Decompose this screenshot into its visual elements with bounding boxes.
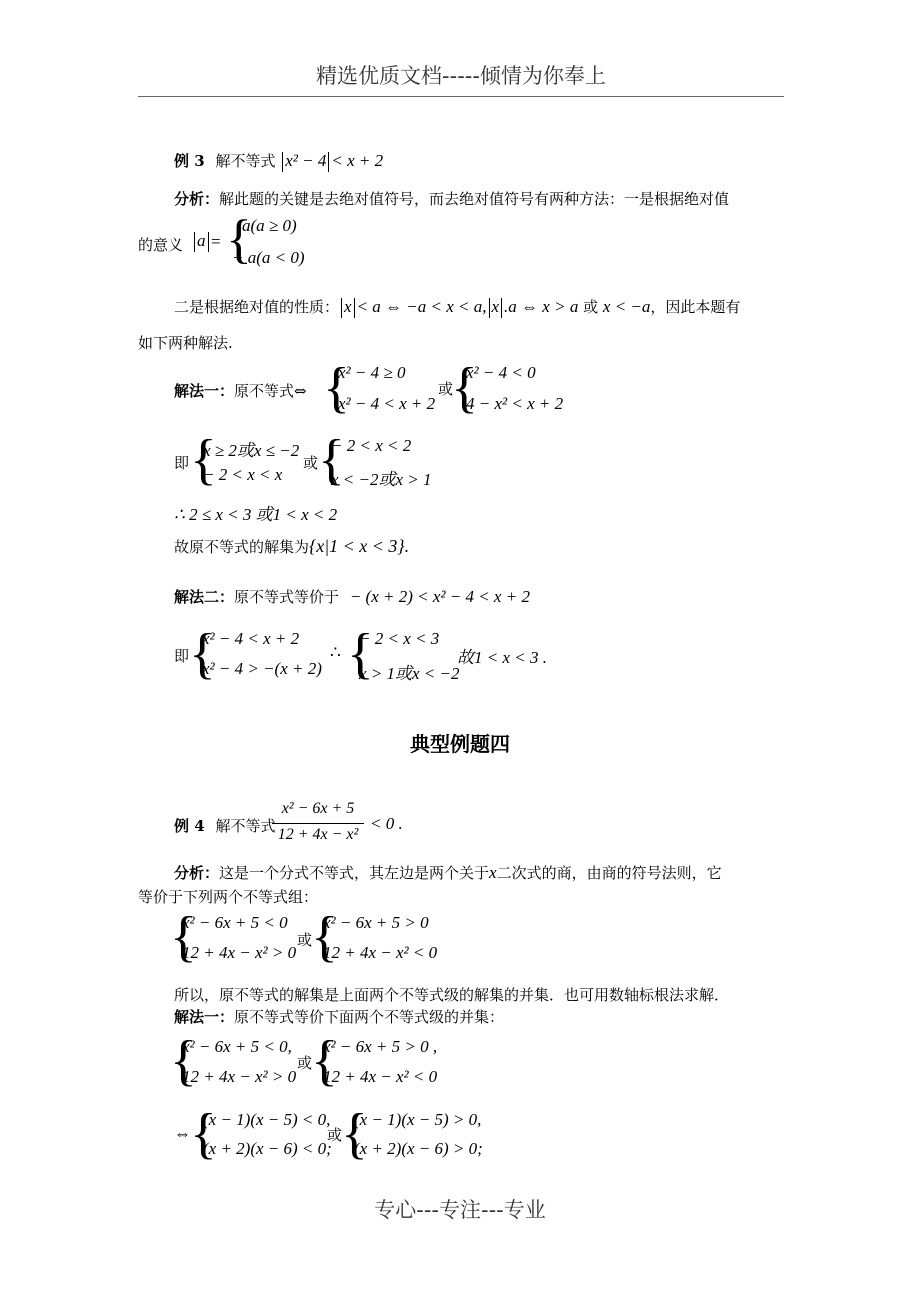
sysE-l2: (x + 2)(x − 6) < 0;	[203, 1139, 332, 1158]
sysB-l2: 12 + 4x − x² < 0	[323, 943, 438, 962]
method2-text: 原不等式等价于	[234, 588, 340, 606]
example4-line	[174, 815, 275, 836]
abs-bar-right	[328, 152, 329, 172]
m1b-sys2-l1: − 2 < x < 2	[331, 436, 412, 455]
meaning-case2: − a(a < 0)	[232, 248, 305, 267]
solution-set-text: 故原不等式的解集为	[174, 538, 310, 556]
m1-sys2-l2: 4 − x² < x + 2	[466, 394, 564, 413]
sysC-brace: {	[170, 1030, 197, 1092]
sysF-l2: (x + 2)(x − 6) > 0;	[354, 1139, 483, 1158]
sysA-l2: 12 + 4x − x² > 0	[182, 943, 297, 962]
m2-sys2-l1: − 2 < x < 3	[359, 629, 440, 648]
two-methods: 如下两种解法.	[138, 334, 233, 352]
m2-sys1-l2: x² − 4 > −(x + 2)	[202, 659, 322, 678]
property-or: 或	[583, 298, 599, 316]
sysF-brace: {	[341, 1103, 368, 1165]
frac-bar	[272, 823, 364, 824]
sysF-l1: (x − 1)(x − 5) > 0,	[354, 1110, 482, 1129]
example3-prompt: 解不等式	[215, 152, 276, 170]
section-title: 典型例题四	[410, 732, 510, 756]
ji-1: 即	[174, 454, 190, 472]
analysis-label: 分析：	[174, 190, 220, 208]
method2-math: − (x + 2) < x² − 4 < x + 2	[349, 587, 530, 606]
m1-sys1-l2: x² − 4 < x + 2	[338, 394, 436, 413]
sysC-l2: 12 + 4x − x² > 0	[182, 1067, 297, 1086]
m1b-or: 或	[303, 454, 319, 472]
meaning-abs-a: a	[192, 231, 211, 252]
meaning-eq: =	[211, 232, 221, 251]
equiv: ⇔	[174, 1124, 191, 1143]
meaning-brace: {	[226, 209, 252, 269]
property-end: ，因此本题有	[650, 298, 741, 316]
meaning-prefix: 的意义	[138, 236, 184, 254]
sysE-brace: {	[190, 1103, 217, 1165]
m1b-brace1: {	[190, 429, 217, 491]
property-text: 二是根据绝对值的性质：	[174, 298, 340, 316]
method2-label: 解法二：	[174, 588, 235, 606]
sysD-l1: x² − 6x + 5 > 0 ,	[323, 1037, 438, 1056]
frac-denominator: 12 + 4x − x²	[277, 826, 359, 843]
m2-conclusion: 故1 < x < 3 .	[457, 648, 547, 667]
or-2: 或	[297, 1054, 313, 1072]
property-math2: .a ⇔ x > a	[504, 297, 579, 316]
ex4-method1-line	[174, 1006, 504, 1027]
ex4-method1-label: 解法一：	[174, 1008, 235, 1026]
so-text: 所以，原不等式的解集是上面两个不等式级的解集的并集．也可用数轴标根法求解．	[174, 986, 730, 1004]
abs-bar-left	[282, 152, 283, 172]
example4-label: 例 4	[174, 817, 205, 835]
or-1: 或	[297, 931, 313, 949]
page-footer: 专心---专注---专业	[374, 1198, 546, 1222]
m1b-brace2: {	[318, 429, 345, 491]
m1-brace1: {	[323, 357, 350, 419]
m2-ji: 即	[174, 647, 190, 665]
m1b-sys1-l1: x ≥ 2或x ≤ −2	[203, 441, 300, 460]
sysA-l1: x² − 6x + 5 < 0	[182, 913, 288, 932]
ex4-analysis-text1: 这是一个分式不等式，其左边是两个关于	[219, 864, 490, 882]
ex4-analysis-label: 分析：	[174, 864, 220, 882]
ex4-analysis-text3: 等价于下列两个不等式组：	[138, 888, 319, 906]
m1-brace2: {	[451, 357, 478, 419]
example3-label: 例 3	[174, 152, 205, 170]
frac-rhs: < 0 .	[370, 814, 403, 833]
solution-set: {x|1 < x < 3}.	[309, 536, 410, 556]
sysD-l2: 12 + 4x − x² < 0	[323, 1067, 438, 1086]
m1-sys2-l1: x² − 4 < 0	[466, 363, 536, 382]
method2-line	[174, 586, 530, 607]
m2-brace1: {	[189, 623, 216, 685]
example3-analysis	[174, 188, 729, 209]
ex4-analysis-text2: 二次式的商，由商的符号法则，它	[496, 864, 722, 882]
m1b-sys1-l2: − 2 < x < x	[203, 465, 283, 484]
sysB-brace: {	[311, 906, 338, 968]
sysE-l1: (x − 1)(x − 5) < 0,	[203, 1110, 331, 1129]
or-3: 或	[327, 1126, 343, 1144]
m1b-sys2-l2: x < −2或x > 1	[331, 470, 432, 489]
sysC-l1: x² − 6x + 5 < 0,	[182, 1037, 292, 1056]
ex4-analysis-x: x	[489, 863, 497, 882]
m2-brace2: {	[347, 623, 374, 685]
example3-ineq-left: x² − 4	[285, 151, 327, 170]
example4-prompt: 解不等式	[215, 817, 276, 835]
therefore-1: ∴ 2 ≤ x < 3 或1 < x < 2	[174, 505, 338, 524]
example4-analysis	[174, 862, 722, 883]
m2-sys2-l2: x > 1或x < −2	[359, 664, 460, 683]
sysA-brace: {	[170, 906, 197, 968]
property-math1: < a ⇔ −a < x < a,	[356, 297, 487, 316]
analysis-text: 解此题的关键是去绝对值符号，而去绝对值符号有两种方法：一是根据绝对值	[219, 190, 730, 208]
solution-set-line	[174, 536, 409, 557]
method1-label: 解法一：	[174, 382, 235, 400]
m2-sys1-l1: x² − 4 < x + 2	[202, 629, 300, 648]
property-line: 二是根据绝对值的性质： x < a ⇔ −a < x < a, x .a ⇔ x > a 或 x < −a，因此本题有	[174, 296, 740, 318]
example3-line	[174, 150, 383, 172]
sysB-l1: x² − 6x + 5 > 0	[323, 913, 429, 932]
meaning-case1: a(a ≥ 0)	[242, 216, 297, 235]
header-rule	[138, 96, 784, 97]
property-math3: x < −a	[602, 297, 651, 316]
page-header: 精选优质文档-----倾情为你奉上	[316, 64, 606, 88]
sysD-brace: {	[311, 1030, 338, 1092]
frac-numerator: x² − 6x + 5	[281, 800, 355, 817]
ex4-method1-text: 原不等式等价下面两个不等式级的并集：	[234, 1008, 505, 1026]
m2-therefore: ∴	[330, 643, 341, 662]
m1-sys1-l1: x² − 4 ≥ 0	[338, 363, 406, 382]
method1-text: 原不等式⇔	[234, 382, 307, 400]
example3-ineq-right: < x + 2	[331, 151, 384, 170]
method1-line	[174, 380, 307, 401]
m1-or: 或	[438, 380, 454, 398]
